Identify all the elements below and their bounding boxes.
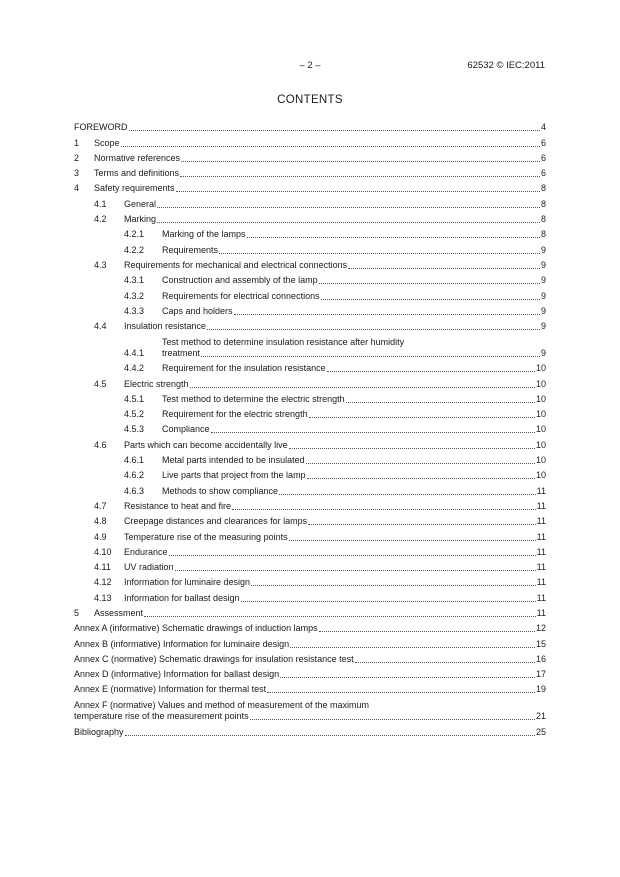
dot-leader [176, 191, 540, 192]
toc-entry-page: 16 [535, 653, 546, 664]
contents-title: CONTENTS [277, 94, 343, 106]
toc-entry [74, 118, 546, 133]
toc-entry-page: 8 [540, 183, 546, 194]
toc-entry-title: Information for luminaire design [124, 577, 251, 588]
toc-entry-body [124, 577, 546, 588]
toc-entry [74, 317, 546, 332]
toc-entry-page: 21 [535, 711, 546, 722]
toc-entry-number: 4.3.3 [124, 305, 145, 316]
page-number: – 2 – [299, 60, 321, 71]
dot-leader [279, 494, 536, 495]
toc-entry-body [74, 122, 546, 133]
toc-entry-title: Requirements for mechanical and electrical connections [124, 259, 348, 270]
toc-entry-page: 11 [536, 546, 546, 557]
toc-entry-number: 4.2.1 [124, 229, 145, 240]
toc-entry-page: 9 [540, 305, 546, 316]
dot-leader [290, 647, 535, 648]
dot-leader [157, 207, 540, 208]
dot-leader [267, 692, 535, 693]
dot-leader [308, 524, 536, 525]
toc-entry-number: 4.5 [94, 378, 107, 389]
toc-entry-number: 4 [74, 183, 80, 194]
toc-entry-number: 4.7 [94, 500, 107, 511]
toc-entry [74, 210, 546, 225]
toc-entry-title: Endurance [124, 546, 168, 557]
toc-entry-page: 6 [540, 137, 546, 148]
toc-entry [74, 722, 546, 737]
toc-entry-number: 4.2.2 [124, 244, 145, 255]
toc-entry-title: Parts which can become accidentally live [124, 439, 288, 450]
dot-leader [355, 662, 535, 663]
dot-leader [251, 585, 536, 586]
toc-entry-number: 2 [74, 152, 80, 163]
toc-entry-body [94, 153, 546, 164]
toc-entry [74, 390, 546, 405]
toc-entry-title: Compliance [162, 424, 210, 435]
toc-entry-title: Annex A (informative) Schematic drawings of induction lamps [74, 623, 318, 634]
toc-entry-number: 4.6.2 [124, 470, 145, 481]
toc-entry-title: Normative references [94, 152, 181, 163]
dot-leader [232, 509, 536, 510]
toc-entry [74, 256, 546, 271]
toc-entry-page: 11 [536, 531, 546, 542]
dot-leader [250, 719, 535, 720]
toc-entry-body [162, 486, 546, 497]
toc-entry-number: 4.4.1 [124, 347, 145, 358]
toc-entry [74, 451, 546, 466]
dot-leader [144, 616, 536, 617]
toc-entry-number: 3 [74, 168, 80, 179]
toc-entry-page: 11 [536, 577, 546, 588]
toc-entry [74, 133, 546, 148]
toc-entry-number: 4.6.3 [124, 485, 145, 496]
toc-entry-number: 4.2 [94, 214, 107, 225]
toc-entry-body [162, 275, 546, 286]
toc-entry-title: Safety requirements [94, 183, 175, 194]
toc-entry-page: 10 [535, 470, 546, 481]
toc-entry-body [74, 623, 546, 634]
toc-entry-page: 10 [535, 378, 546, 389]
toc-entry-title-continued: treatment [162, 347, 201, 358]
toc-entry-title: Creepage distances and clearances for lamps [124, 516, 308, 527]
toc-entry-body [162, 291, 546, 302]
toc-entry-body [94, 608, 546, 619]
toc-entry-body [162, 424, 546, 435]
toc-entry-number: 4.1 [94, 198, 107, 209]
toc-entry-page: 12 [535, 623, 546, 634]
toc-entry-title: Annex B (informative) Information for luminaire design [74, 638, 290, 649]
toc-entry-title: Metal parts intended to be insulated [162, 455, 305, 466]
toc-entry-page: 9 [540, 321, 546, 332]
toc-entry [74, 359, 546, 374]
toc-entry-title: Insulation resistance [124, 321, 207, 332]
toc-entry-title: Annex C (normative) Schematic drawings for insulation resistance test [74, 653, 354, 664]
toc-entry [74, 466, 546, 481]
toc-entry-page: 11 [536, 562, 546, 573]
toc-entry [74, 149, 546, 164]
dot-leader [157, 222, 540, 223]
dot-leader [327, 371, 535, 372]
toc-entry-number: 4.5.2 [124, 409, 145, 420]
dot-leader [219, 253, 540, 254]
dot-leader [321, 299, 540, 300]
toc-entry-body [162, 394, 546, 405]
toc-entry-body [124, 379, 546, 390]
dot-leader [241, 601, 536, 602]
toc-entry [74, 225, 546, 240]
toc-entry-page: 6 [540, 152, 546, 163]
toc-entry-page: 11 [536, 485, 546, 496]
toc-entry-body [124, 214, 546, 225]
toc-entry [74, 286, 546, 301]
toc-entry-body [74, 684, 546, 695]
toc-entry-title: Requirements for electrical connections [162, 290, 320, 301]
toc-entry-title: Temperature rise of the measuring points [124, 531, 288, 542]
page-header [0, 60, 620, 74]
toc-entry-number: 4.8 [94, 516, 107, 527]
toc-entry-page: 8 [540, 214, 546, 225]
dot-leader [280, 677, 535, 678]
toc-entry-page: 11 [536, 608, 546, 618]
toc-entry [74, 680, 546, 695]
toc-entry-page: 8 [540, 198, 546, 209]
toc-entry-title: Requirement for the insulation resistance [162, 363, 326, 374]
toc-entry-number: 4.5.3 [124, 424, 145, 435]
dot-leader [190, 387, 535, 388]
toc-entry-title: Assessment [94, 608, 144, 618]
toc-entry-page: 6 [540, 168, 546, 179]
toc-entry-title: Marking [124, 214, 157, 225]
dot-leader [289, 540, 536, 541]
toc-entry-page: 10 [535, 439, 546, 450]
dot-leader [207, 329, 540, 330]
toc-entry-body [94, 168, 546, 179]
toc-entry-page: 9 [540, 347, 546, 358]
toc-entry-title: Requirement for the electric strength [162, 409, 308, 420]
toc-entry-body [124, 562, 546, 573]
dot-leader [319, 631, 535, 632]
toc-entry-title: Annex D (informative) Information for ballast design [74, 669, 280, 680]
dot-leader [169, 555, 536, 556]
toc-entry-page: 11 [536, 592, 546, 603]
toc-entry-title: FOREWORD [74, 122, 128, 133]
toc-entry-number: 4.3 [94, 259, 107, 270]
toc-entry-title: Bibliography [74, 726, 124, 737]
toc-entry [74, 240, 546, 255]
toc-entry-body [74, 639, 546, 650]
toc-entry-page: 25 [535, 726, 546, 737]
toc-entry [74, 374, 546, 389]
dot-leader [289, 448, 535, 449]
toc-entry-title: Test method to determine the electric strength [162, 393, 345, 404]
toc-entry [74, 650, 546, 665]
toc-entry-number: 4.3.1 [124, 275, 145, 286]
toc-entry-body [162, 470, 546, 481]
toc-entry [74, 179, 546, 194]
toc-entry-body [124, 501, 546, 512]
toc-entry-body [124, 547, 546, 558]
toc-entry [74, 527, 546, 542]
toc-entry-page: 9 [540, 275, 546, 286]
toc-entry-body [94, 138, 546, 149]
toc-entry-title-continued: temperature rise of the measurement points [74, 711, 249, 722]
toc-entry-title: Marking of the lamps [162, 229, 246, 240]
dot-leader [348, 268, 540, 269]
toc-entry [74, 665, 546, 680]
toc-entry-body [124, 532, 546, 543]
toc-entry-body [74, 727, 546, 738]
toc-entry-number: 4.6 [94, 439, 107, 450]
toc-entry-line [162, 348, 546, 359]
toc-entry [74, 271, 546, 286]
toc-entry-title: Annex F (normative) Values and method of measurement of the maximum [74, 700, 369, 711]
toc-entry-body [162, 363, 546, 374]
dot-leader [125, 735, 535, 736]
toc-entry-page: 11 [536, 500, 546, 511]
toc-entry-number: 4.4 [94, 321, 107, 332]
toc-entry-page: 9 [540, 244, 546, 255]
toc-entry [74, 695, 546, 722]
toc-entry [74, 512, 546, 527]
toc-entry [74, 588, 546, 603]
toc-entry [74, 619, 546, 634]
toc-entry-line [74, 711, 546, 722]
dot-leader [211, 432, 535, 433]
toc-entry-title: UV radiation [124, 562, 174, 573]
toc-entry-number: 1 [74, 137, 80, 148]
toc-entry-title: Construction and assembly of the lamp [162, 275, 318, 286]
toc-entry-body [162, 337, 546, 359]
toc-entry-title: Live parts that project from the lamp [162, 470, 306, 481]
toc-entry-number: 5 [74, 608, 80, 618]
toc-entry-number: 4.9 [94, 531, 107, 542]
toc-entry-body [162, 245, 546, 256]
table-of-contents [74, 118, 546, 738]
toc-entry-number: 4.10 [94, 546, 112, 557]
dot-leader [201, 356, 540, 357]
toc-entry-page: 9 [540, 290, 546, 301]
toc-entry-title: Test method to determine insulation resistance after humidity [162, 336, 405, 347]
toc-entry [74, 497, 546, 512]
toc-entry [74, 164, 546, 179]
toc-entry [74, 481, 546, 496]
toc-entry-page: 8 [540, 229, 546, 240]
toc-entry-title: Information for ballast design [124, 592, 240, 603]
dot-leader [175, 570, 536, 571]
toc-entry-page: 10 [535, 409, 546, 420]
toc-entry-page: 15 [535, 638, 546, 649]
toc-entry-body [162, 306, 546, 317]
toc-entry-body [74, 654, 546, 665]
toc-entry-body [74, 669, 546, 680]
toc-entry [74, 604, 546, 619]
toc-entry-page: 19 [535, 684, 546, 695]
toc-entry-number: 4.3.2 [124, 290, 145, 301]
toc-entry-body [94, 183, 546, 194]
toc-entry-title: Annex E (normative) Information for thermal test [74, 684, 267, 695]
toc-entry [74, 435, 546, 450]
dot-leader [307, 478, 535, 479]
toc-entry [74, 194, 546, 209]
toc-entry-body [124, 593, 546, 604]
toc-entry-page: 10 [535, 455, 546, 466]
dot-leader [306, 463, 535, 464]
toc-entry-body [162, 455, 546, 466]
toc-entry-page: 4 [540, 122, 546, 133]
dot-leader [234, 314, 540, 315]
toc-entry-page: 11 [536, 516, 546, 527]
toc-entry-number: 4.6.1 [124, 455, 145, 466]
toc-entry-title: Methods to show compliance [162, 485, 279, 496]
dot-leader [180, 176, 540, 177]
dot-leader [129, 130, 540, 131]
toc-entry [74, 558, 546, 573]
toc-entry-body [162, 409, 546, 420]
toc-entry-body [124, 440, 546, 451]
dot-leader [247, 237, 540, 238]
toc-entry-title: Requirements [162, 244, 219, 255]
toc-entry [74, 420, 546, 435]
toc-entry-number: 4.13 [94, 592, 112, 603]
toc-entry-body [124, 199, 546, 210]
toc-entry-title: Caps and holders [162, 305, 233, 316]
dot-leader [319, 283, 540, 284]
document-reference: 62532 © IEC:2011 [467, 60, 545, 71]
toc-entry [74, 634, 546, 649]
toc-entry-title: Resistance to heat and fire [124, 500, 232, 511]
toc-entry [74, 332, 546, 359]
toc-entry-number: 4.12 [94, 577, 112, 588]
toc-entry [74, 543, 546, 558]
dot-leader [121, 146, 540, 147]
toc-entry-page: 9 [540, 259, 546, 270]
toc-entry-number: 4.11 [94, 562, 111, 573]
toc-entry [74, 405, 546, 420]
toc-entry-page: 10 [535, 393, 546, 404]
dot-leader [309, 417, 535, 418]
toc-entry-title: Scope [94, 137, 120, 148]
toc-entry-title: Electric strength [124, 378, 189, 389]
toc-entry-body [162, 229, 546, 240]
toc-entry-title: Terms and definitions [94, 168, 180, 179]
toc-entry-body [74, 700, 546, 722]
toc-entry-page: 10 [535, 424, 546, 435]
toc-entry-page: 10 [535, 363, 546, 374]
toc-entry-title: General [124, 198, 157, 209]
toc-entry [74, 573, 546, 588]
toc-entry-number: 4.5.1 [124, 393, 145, 404]
toc-entry-page: 17 [535, 669, 546, 680]
toc-entry-body [124, 321, 546, 332]
toc-entry-body [124, 260, 546, 271]
dot-leader [181, 161, 540, 162]
toc-entry-body [124, 516, 546, 527]
dot-leader [346, 402, 535, 403]
toc-entry [74, 302, 546, 317]
toc-entry-number: 4.4.2 [124, 363, 145, 374]
